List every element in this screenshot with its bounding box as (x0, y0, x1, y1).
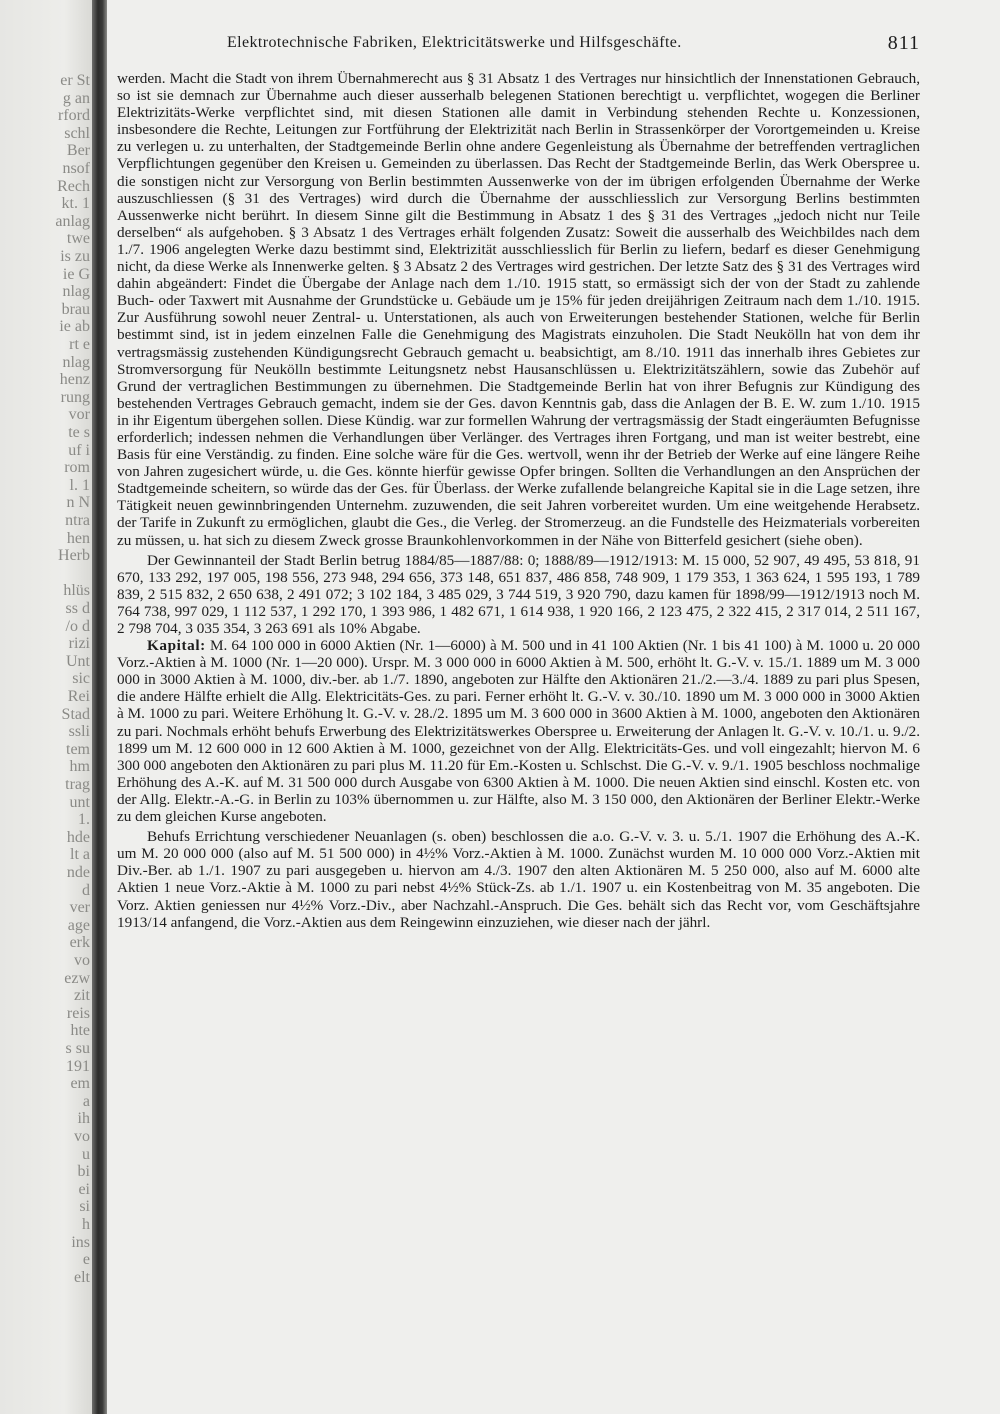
margin-fragment: erk (69, 934, 90, 952)
margin-fragment: nlag (62, 353, 90, 371)
body-text (117, 70, 920, 931)
margin-fragment: hm (69, 758, 90, 776)
page-number: 811 (887, 32, 920, 54)
margin-fragment: d (82, 881, 90, 899)
margin-fragment: Stad (61, 705, 90, 723)
paragraph-profit-share (117, 552, 920, 637)
running-head: Elektrotechnische Fabriken, Elektricitätswerke und Hilfsgeschäfte. (227, 34, 682, 51)
margin-fragment: /o d (65, 617, 90, 635)
margin-fragment: ntra (65, 512, 90, 529)
margin-fragment: trag (65, 776, 90, 793)
margin-fragment: Unt (66, 652, 90, 670)
margin-fragment: vor (68, 406, 90, 424)
margin-fragment: u (82, 1145, 90, 1163)
margin-fragment: reis (66, 1004, 90, 1022)
margin-fragment: ih (77, 1110, 90, 1128)
paragraph-text: werden. Macht die Stadt von ihrem Übernahmerecht aus § 31 Absatz 1 des Vertrages nur hinsichtlich der Innenstationen Gebrauch, so ist sie demnach zur Übernahme auch dieser ausserhalb belegenen Stationen berechtigt u. verpflichtet, wogegen die Berliner Elektrizitäts-Werke verpflichtet sind, mit diesen Stationen alle damit in Verbindung stehenden Rechte u. Konzessionen, insbesondere die Rechte, Leitungen zur Fortführung der Elektrizität nach Berlin in Strassenkörper der Vorortgemeinden u. Kreise zu verlegen u. zu unterhalten, der Stadtgemeinde Berlin ohne andere Gegenleistung als Übernahme der betreffenden vertraglichen Verpflichtungen gegenüber den Kreisen u. Gemeinden zu überlassen. Das Recht der Stadtgemeinde Berlin, das Werk Oberspree u. die sonstigen nicht zur Versorgung von Berlin bestimmten Aussenwerke von der im übrigen erfolgenden Übernahme der Werke auszuschliessen (§ 31 des Vertrages) wird durch die Übernahme der ausschliesslich zur Versorgung Berlins bestimmten Aussenwerke nicht berührt. In diesem Sinne gilt die Bestimmung in Absatz 1 des § 31 des Vertrages „jedoch nicht nur Teile derselben“ als aufgehoben. § 3 Absatz 1 des Vertrages erhält folgenden Zusatz: Soweit die ausserhalb des Weichbildes nach dem 1./7. 1906 angelegten Werke dazu bestimmt sind, Elektrizität ausschliesslich für Berlin zu liefern, bedarf es dieser Genehmigung nicht, da diese Werke als Innenwerke gelten. § 3 Absatz 2 des Vertrages wird gestrichen. Der letzte Satz des § 31 des Vertrages wird dahin abgeändert: Findet die Übergabe der Anlage nach dem 1./10. 1915 statt, so ermässigt sich der von der Stadt zu zahlende Buch- oder Taxwert mit Ausnahme der Grundstücke u. Gebäude um je 15% für jeden dreijährigen Zeitraum nach dem 1./10. 1915. Zur Ausführung sowohl neuer Zentral- u. Unterstationen, als auch von Erweiterungen bestehender Stationen, welche für Berlin bestimmt sind, ist in jedem einzelnen Falle die Genehmigung des Magistrats einzuholen. Die Stadt Neukölln hat von dem ihr vertragsmässig zustehenden Kündigungsrecht Gebrauch gemacht u. beabsichtigt, am 8./10. 1911 das innerhalb ihres Gebietes zur Stromversorgung für Neukölln bestimmte Leitungsnetz nebst Hausanschlüssen u. Elektrizitätszählern, sowie das Zubehör auf Grund der vertraglichen Bestimmungen zu übernehmen. Die Stadtgemeinde Berlin hat von ihrer Befugnis zur Kündigung des bestehenden Vertrages Gebrauch gemacht, indem sie der Ges. davon Kenntnis gab, dass die Anlagen der B. E. W. zum 1./10. 1915 in ihr Eigentum übergehen sollen. Diese Kündig. war zur formellen Wahrung der vertragsmässig der Stadt eingeräumten Befugnisse erforderlich; indessen nehmen die Verhandlungen über Verlänger. des Vertrages ihren Fortgang, und man ist weiter bestrebt, eine Basis für eine Verständig. zu finden. Eine solche wäre für die Ges. wertvoll, wenn ihr der Betrieb der Werke auf eine längere Reihe von Jahren zugesichert würde, u. die Ges. könnte hierfür gewisse Opfer bringen. Sollten die Verhandlungen an den Ansprüchen der Stadtgemeinde scheitern, so würde das der Ges. für Überlass. der Werke zufallende belangreiche Kapital sie in die Lage setzen, ihre Tätigkeit neuen gewinnbringenden Unternehm. zuzuwenden, die seit Jahren vorbereitet wurden. Um eine weitgehende Herabsetz. der Tarife in Zukunft zu ermöglichen, glaubt die Ges., die Verleg. der Stromerzeug. an die Fundstelle des Heizmaterials vorbereiten zu müssen, u. hat sich zu diesem Zweck grosse Braunkohlenvorkommen in der Nähe von Bitterfeld gesichert (siehe oben). (117, 70, 920, 549)
margin-fragment: rford (58, 107, 90, 125)
margin-fragment: schl (64, 124, 90, 142)
margin-fragment: ver (69, 899, 90, 917)
margin-fragment: te s (68, 424, 90, 441)
margin-fragment: bi (77, 1163, 90, 1181)
margin-fragment: rung (60, 388, 90, 406)
margin-fragment: twe (66, 230, 90, 248)
margin-fragment: unt (69, 793, 90, 811)
margin-fragment: er St (60, 72, 90, 89)
document-page (113, 0, 920, 1414)
margin-fragment: ezw (64, 969, 90, 987)
margin-fragment: ei (78, 1180, 90, 1198)
paragraph-new-installations (117, 828, 920, 931)
margin-fragment: henz (59, 371, 90, 389)
margin-fragment: l. 1 (69, 476, 90, 494)
margin-fragment: sic (72, 670, 90, 688)
margin-fragment: brau (61, 300, 90, 318)
paragraph-text: Der Gewinnanteil der Stadt Berlin betrug 1884/85—1887/88: 0; 1888/89—1912/1913: M. 15 000, 52 907, 49 495, 53 818, 91 670, 133 292, 197 005, 198 556, 273 948, 294 656, 373 148, 651 837, 486 858, 748 909, 1 179 353, 1 363 624, 1 595 193, 1 789 839, 2 515 832, 2 650 638, 2 491 072; 3 102 184, 3 485 029, 3 744 519, 3 920 790, dazu kamen für 1898/99—1912/1913 noch M. 764 738, 997 029, 1 112 537, 1 292 170, 1 393 986, 1 482 671, 1 614 938, 1 920 166, 2 123 475, 2 322 415, 2 317 014, 2 511 167, 2 798 704, 3 035 354, 3 263 691 als 10% Abgabe. (117, 551, 920, 637)
margin-fragment: rt e (69, 336, 90, 353)
margin-fragment: 1. (78, 811, 90, 829)
margin-fragment: hen (66, 529, 90, 547)
margin-fragment: ssli (68, 723, 90, 741)
margin-fragment: h (82, 1216, 90, 1233)
margin-fragment: nsof (62, 160, 90, 177)
margin-fragment: ins (71, 1233, 90, 1251)
margin-fragment: Rei (67, 688, 90, 705)
margin-fragment: tem (66, 740, 90, 758)
margin-fragment: si (79, 1198, 90, 1216)
margin-fragment: vo (74, 952, 90, 969)
paragraph-text: Behufs Errichtung verschiedener Neuanlagen (s. oben) beschlossen die a.o. G.-V. v. 3. u. 5./1. 1907 die Erhöhung des A.-K. um M. 20 000 000 (also auf M. 51 500 000) in 4½% Vorz.-Aktien à M. 1000. Zunächst wurden M. 10 000 000 Vorz.-Aktien mit Div.-Ber. ab 1./1. 1907 zu pari ausgegeben u. hiervon am 4./3. 1907 den alten Aktionären M. 5 250 000, also auf M. 6000 alte Aktien 1 neue Vorz.-Aktie à M. 1000 zu pari nebst 4½% Stück-Zs. ab 1./1. 1907 u. ein Kostenbeitrag von M. 35 angeboten. Die Vorz. Aktien geniessen nur 4½% Vorz.-Div., aber Nachzahl.-Anspruch. Die Ges. behält sich das Recht vor, vom Geschäftsjahre 1913/14 anfangend, die Vorz.-Aktien aus dem Reingewinn einzuziehen, wie dieser nach der jährl. (117, 828, 920, 931)
margin-fragment: kt. 1 (61, 195, 90, 213)
margin-fragment: hlüs (63, 582, 90, 600)
margin-fragment: ie ab (59, 318, 90, 336)
margin-fragment: Herb (58, 547, 90, 565)
section-lead-word: Kapital: (147, 637, 206, 655)
margin-fragment: lt a (70, 846, 90, 864)
paragraph-capital (117, 637, 920, 825)
margin-fragment: ss d (65, 600, 90, 617)
margin-fragment: rom (64, 459, 90, 477)
margin-fragment: vo (74, 1128, 90, 1145)
margin-fragment: Rech (57, 177, 90, 195)
margin-fragment: nlag (62, 283, 90, 301)
margin-fragment: a (82, 1092, 90, 1110)
margin-fragment: hte (70, 1022, 90, 1040)
margin-fragment: elt (74, 1268, 90, 1286)
margin-fragment: is zu (60, 248, 90, 265)
adjacent-page-margin (0, 0, 92, 1414)
paragraph-text: M. 64 100 000 in 6000 Aktien (Nr. 1—6000) à M. 500 und in 41 100 Aktien (Nr. 1 bis 41 100) à M. 1000 u. 20 000 Vorz.-Aktien à M. 1000 (Nr. 1—20 000). Urspr. M. 3 000 000 in 6000 Aktien à M. 500, erhöht lt. G.-V. v. 15./1. 1889 um M. 3 000 000 in 3000 Aktien à M. 1000, div.-ber. ab 1./7. 1890, angeboten zur Hälfte den Aktionären 21./2.—3./4. 1889 zu pari plus Spesen, die andere Hälfte erhielt die Allg. Elektricitäts-Ges. zu pari. Ferner erhöht lt. G.-V. v. 30./10. 1890 um M. 3 000 000 in 3000 Aktien à M. 1000 zu pari. Weitere Erhöhung lt. G.-V. v. 28./2. 1895 um M. 3 600 000 in 3600 Aktien à M. 1000, angeboten den Aktionären zu pari. Nochmals erhöht behufs Erwerbung des Elektrizitätswerkes Oberspree u. Erweiterung der Anlagen lt. G.-V. v. 10./1. u. 9./2. 1899 um M. 12 600 000 in 12 600 Aktien à M. 1000, gezeichnet von der Allg. Elektricitäts-Ges. und voll eingezahlt; hiervon M. 6 300 000 angeboten den Aktionären zu pari plus M. 11.20 für Em.-Kosten u. Schlschst. Die G.-V. v. 9./1. 1905 beschloss nochmalige Erhöhung des A.-K. auf M. 31 500 000 durch Ausgabe von 6300 Aktien à M. 1000. Die neuen Aktien sind einschl. Kosten etc. von der Allg. Elektr.-A.-G. in Berlin zu 103% übernommen u. zur Hälfte, also M. 3 150 000, den Aktionären der Berliner Elektr.-Werke zu dem gleichen Kurse angeboten. (117, 637, 921, 826)
margin-fragment: s su (65, 1040, 90, 1057)
margin-fragment: hde (66, 828, 90, 846)
margin-fragment: g an (62, 89, 90, 107)
margin-fragment: n N (66, 494, 90, 512)
margin-fragment: e (82, 1251, 90, 1269)
margin-fragment: 191 (66, 1057, 90, 1075)
margin-fragment: uf i (68, 441, 90, 459)
margin-fragment: em (70, 1075, 90, 1093)
margin-fragment: Ber (66, 142, 90, 160)
margin-fragment: rizi (68, 635, 90, 653)
margin-fragment: nde (66, 864, 90, 881)
margin-fragment: anlag (55, 212, 90, 230)
margin-fragment: age (67, 916, 90, 934)
book-spine-shadow (92, 0, 107, 1414)
paragraph-contract-terms (117, 70, 920, 549)
margin-fragment: zit (74, 987, 90, 1005)
margin-fragment: ie G (62, 265, 90, 283)
